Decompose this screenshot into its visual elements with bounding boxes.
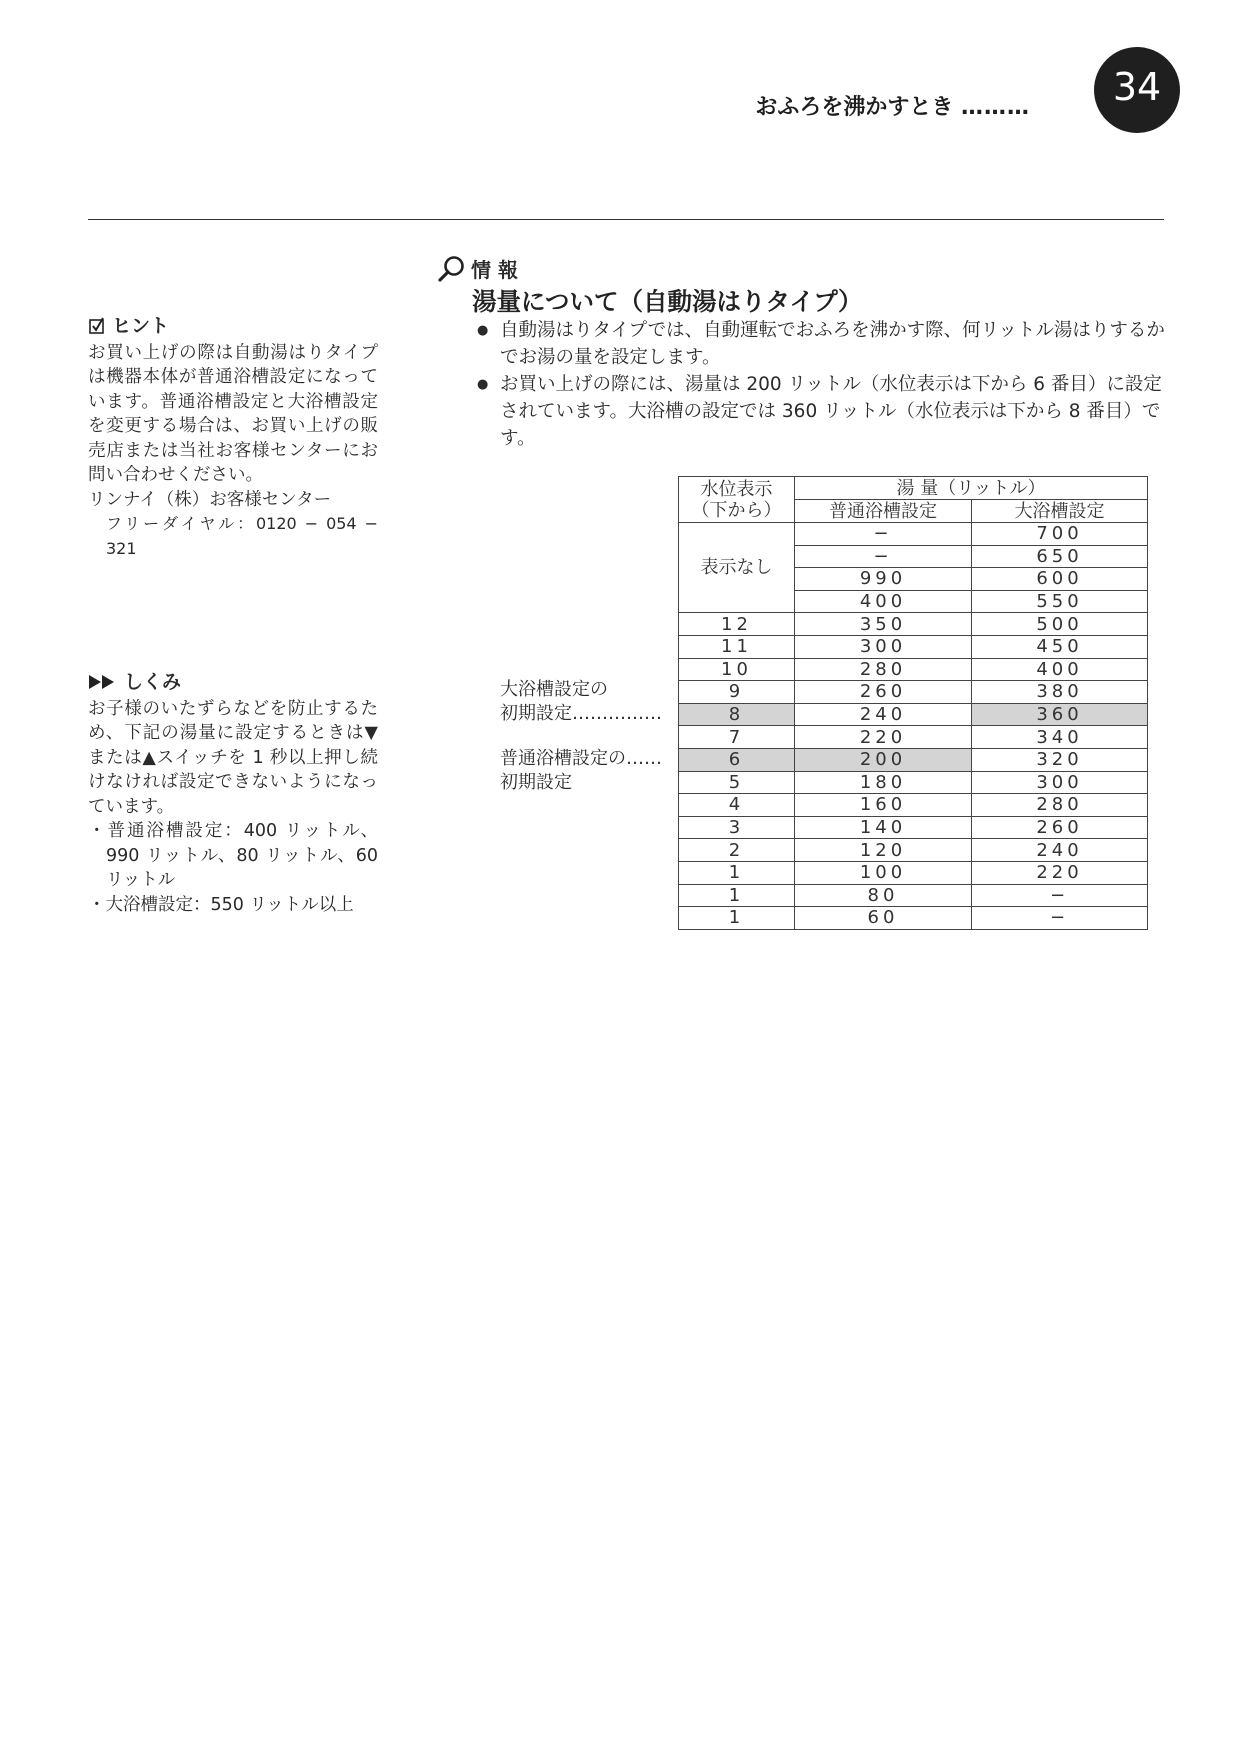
normal-amount-cell: 200 [795,748,972,771]
normal-amount-cell: 160 [795,794,972,817]
large-amount-cell: 340 [972,726,1148,749]
table-row [679,658,1148,681]
amount-header: 湯 量（リットル） [795,477,1148,500]
level-cell: 6 [679,748,795,771]
normal-amount-cell: 100 [795,861,972,884]
table-row [679,681,1148,704]
level-cell: 10 [679,658,795,681]
large-amount-cell: 650 [972,545,1148,568]
normal-amount-cell: 180 [795,771,972,794]
large-amount-cell: − [972,907,1148,930]
table-row [679,884,1148,907]
table-header-row [679,477,1148,500]
level-cell: 3 [679,816,795,839]
table-row [679,703,1148,726]
normal-amount-cell: 990 [795,568,972,591]
mechanism-body: お子様のいたずらなどを防止するため、下記の湯量に設定するときは▼または▲スイッチを 1 秒以上押し続けなければ設定できないようになっています。 [88,698,378,817]
hint-heading: ヒント [88,314,378,339]
magnifier-icon [437,255,467,283]
large-amount-cell: 400 [972,658,1148,681]
normal-default-label: 普通浴槽設定の…… 初期設定 [500,748,662,793]
hint-contact-name: リンナイ（株）お客様センター [88,489,332,510]
table-row [679,907,1148,930]
table-row [679,726,1148,749]
mechanism-heading: しくみ [88,670,378,695]
level-cell: 11 [679,635,795,658]
hint-box [88,314,378,561]
mechanism-item: ・大浴槽設定：550 リットル以上 [88,894,354,915]
large-amount-cell: 600 [972,568,1148,591]
large-header: 大浴槽設定 [972,500,1148,523]
large-amount-cell: 280 [972,794,1148,817]
normal-amount-cell: 120 [795,839,972,862]
level-cell: 9 [679,681,795,704]
normal-amount-cell: 60 [795,907,972,930]
section-title: おふろを沸かすとき ……… [755,95,1030,120]
normal-amount-cell: 350 [795,613,972,636]
table-row [679,771,1148,794]
table-row [679,748,1148,771]
hint-contact-phone: フリーダイヤル：0120 − 054 − 321 [106,514,378,558]
level-cell: 12 [679,613,795,636]
level-header: 水位表示 （下から） [679,477,795,523]
large-amount-cell: 320 [972,748,1148,771]
table-row [679,523,1148,546]
normal-amount-cell: 300 [795,635,972,658]
info-heading: 情 報 [437,254,518,283]
normal-amount-cell: 80 [795,884,972,907]
large-amount-cell: − [972,884,1148,907]
large-amount-cell: 550 [972,590,1148,613]
normal-amount-cell: 220 [795,726,972,749]
level-cell: 4 [679,794,795,817]
normal-amount-cell: 240 [795,703,972,726]
double-arrow-icon [88,673,118,691]
level-cell: 7 [679,726,795,749]
level-cell: 1 [679,861,795,884]
info-bullet: ● お買い上げの際には、湯量は 200 リットル（水位表示は下から 6 番目）に設定されています。大浴槽の設定では 360 リットル（水位表示は下から 8 番目）です。 [477,371,1167,452]
table-row [679,839,1148,862]
table-row [679,635,1148,658]
water-amount-table [678,476,1148,930]
level-cell: 1 [679,884,795,907]
divider [88,219,1164,220]
normal-amount-cell: 400 [795,590,972,613]
page-number: 34 [1094,47,1180,133]
normal-amount-cell: − [795,523,972,546]
normal-header: 普通浴槽設定 [795,500,972,523]
large-amount-cell: 260 [972,816,1148,839]
normal-amount-cell: 280 [795,658,972,681]
large-amount-cell: 360 [972,703,1148,726]
normal-amount-cell: − [795,545,972,568]
level-cell: 1 [679,907,795,930]
large-amount-cell: 380 [972,681,1148,704]
large-amount-cell: 220 [972,861,1148,884]
info-title: 湯量について（自動湯はりタイプ） [472,287,863,316]
level-cell: 2 [679,839,795,862]
hint-body: お買い上げの際は自動湯はりタイプは機器本体が普通浴槽設定になっています。普通浴槽設定と大浴槽設定を変更する場合は、お買い上げの販売店または当社お客様センターにお問い合わせください。 [88,342,378,485]
table-row [679,816,1148,839]
table-row [679,613,1148,636]
large-amount-cell: 700 [972,523,1148,546]
normal-amount-cell: 140 [795,816,972,839]
info-bullet: ● 自動湯はりタイプでは、自動運転でおふろを沸かす際、何リットル湯はりするかでお湯の量を設定します。 [477,317,1167,371]
large-amount-cell: 300 [972,771,1148,794]
mechanism-box [88,670,378,917]
large-amount-cell: 450 [972,635,1148,658]
level-cell: 5 [679,771,795,794]
mechanism-item: ・普通浴槽設定：400 リットル、990 リットル、80 リットル、60 リットル [88,821,378,890]
checkbox-icon [88,316,106,336]
table-row [679,861,1148,884]
normal-amount-cell: 260 [795,681,972,704]
large-default-label: 大浴槽設定の 初期設定…………… [500,679,662,724]
table-row [679,794,1148,817]
large-amount-cell: 240 [972,839,1148,862]
no-display-cell: 表示なし [679,523,795,613]
level-cell: 8 [679,703,795,726]
info-list [477,317,1167,452]
large-amount-cell: 500 [972,613,1148,636]
